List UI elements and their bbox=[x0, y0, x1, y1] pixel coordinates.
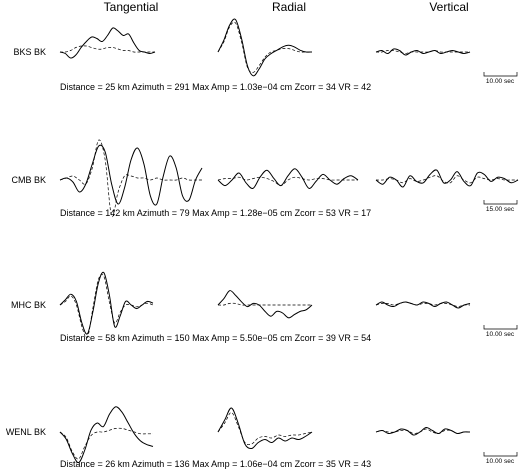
time-scale-bar bbox=[484, 452, 517, 456]
station-label: BKS BK bbox=[13, 47, 46, 57]
station-info: Distance = 26 km Azimuth = 136 Max Amp = 1.06e−04 cm Zcorr = 35 VR = 43 bbox=[60, 459, 372, 469]
station-label: CMB BK bbox=[11, 175, 46, 185]
radial-synthetic-trace bbox=[218, 303, 312, 305]
time-scale-label: 15.00 sec bbox=[485, 206, 515, 213]
station-row bbox=[11, 140, 518, 218]
station-row bbox=[13, 19, 517, 92]
time-scale-bar bbox=[484, 325, 517, 329]
radial-observed-trace bbox=[218, 169, 358, 189]
column-title-tangential: Tangential bbox=[103, 0, 159, 14]
tangential-synthetic-trace bbox=[60, 428, 153, 459]
tangential-synthetic-trace bbox=[60, 140, 202, 217]
tangential-synthetic-trace bbox=[60, 274, 153, 338]
radial-synthetic-trace bbox=[218, 22, 312, 72]
column-title-vertical: Vertical bbox=[429, 0, 469, 14]
station-row bbox=[11, 272, 517, 343]
time-scale-bar bbox=[484, 72, 517, 76]
vertical-observed-trace bbox=[376, 170, 518, 187]
vertical-observed-trace bbox=[376, 302, 470, 308]
tangential-observed-trace bbox=[60, 145, 202, 205]
station-label: MHC BK bbox=[10, 300, 46, 310]
station-rows bbox=[6, 19, 518, 469]
time-scale-label: 10.00 sec bbox=[485, 458, 515, 465]
radial-observed-trace bbox=[218, 291, 312, 318]
station-row bbox=[6, 407, 517, 469]
station-info: Distance = 58 km Azimuth = 150 Max Amp = 5.50e−05 cm Zcorr = 39 VR = 54 bbox=[60, 333, 372, 343]
time-scale-label: 10.00 sec bbox=[485, 331, 515, 338]
column-titles bbox=[104, 0, 469, 14]
vertical-synthetic-trace bbox=[376, 176, 518, 184]
vertical-observed-trace bbox=[376, 427, 470, 435]
time-scale-label: 10.00 sec bbox=[485, 78, 515, 85]
tangential-observed-trace bbox=[60, 28, 155, 58]
time-scale-bar bbox=[484, 200, 517, 204]
column-title-radial: Radial bbox=[271, 0, 307, 14]
tangential-observed-trace bbox=[60, 272, 153, 334]
station-info: Distance = 142 km Azimuth = 79 Max Amp = 1.28e−05 cm Zcorr = 53 VR = 17 bbox=[60, 208, 372, 218]
radial-observed-trace bbox=[218, 19, 312, 76]
radial-observed-trace bbox=[218, 408, 312, 449]
station-info: Distance = 25 km Azimuth = 291 Max Amp = 1.03e−04 cm Zcorr = 34 VR = 42 bbox=[60, 82, 372, 92]
station-label: WENL BK bbox=[5, 427, 46, 437]
